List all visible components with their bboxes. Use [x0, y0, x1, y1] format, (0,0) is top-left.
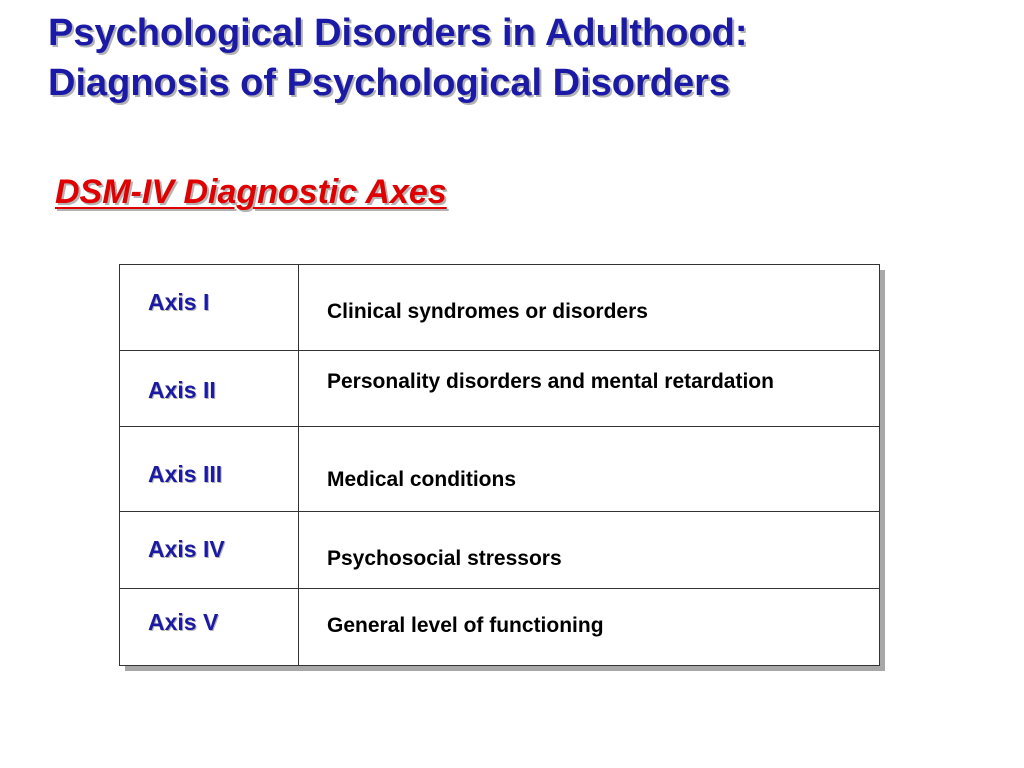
axis-label: Axis I	[148, 289, 210, 315]
axis-description-cell	[299, 265, 880, 351]
axis-description: Medical conditions	[327, 468, 517, 491]
axes-table-container	[119, 264, 879, 665]
axes-table	[119, 264, 880, 666]
axis-label-cell	[120, 589, 299, 666]
axis-label: Axis IV	[148, 536, 225, 562]
slide-title	[48, 8, 748, 108]
slide-subtitle: DSM-IV Diagnostic Axes	[55, 173, 447, 211]
axis-label: Axis III	[148, 461, 223, 487]
axis-description-cell	[299, 351, 880, 427]
axis-label-cell	[120, 265, 299, 351]
axis-description: Clinical syndromes or disorders	[327, 300, 648, 323]
axis-description-cell	[299, 512, 880, 589]
table-row	[120, 512, 880, 589]
axis-label-cell	[120, 351, 299, 427]
axis-label-cell	[120, 512, 299, 589]
axis-description: Psychosocial stressors	[327, 547, 562, 570]
axis-description-cell	[299, 589, 880, 666]
table-row	[120, 265, 880, 351]
slide-title-line-1: Psychological Disorders in Adulthood:	[48, 12, 748, 54]
axis-label: Axis V	[148, 609, 219, 635]
table-row	[120, 589, 880, 666]
axis-label-cell	[120, 427, 299, 512]
axis-description-cell	[299, 427, 880, 512]
table-row	[120, 427, 880, 512]
axis-label: Axis II	[148, 377, 216, 403]
slide-title-line-2: Diagnosis of Psychological Disorders	[48, 62, 731, 104]
table-row	[120, 351, 880, 427]
axis-description: General level of functioning	[327, 614, 604, 637]
axis-description: Personality disorders and mental retardation	[327, 370, 774, 393]
